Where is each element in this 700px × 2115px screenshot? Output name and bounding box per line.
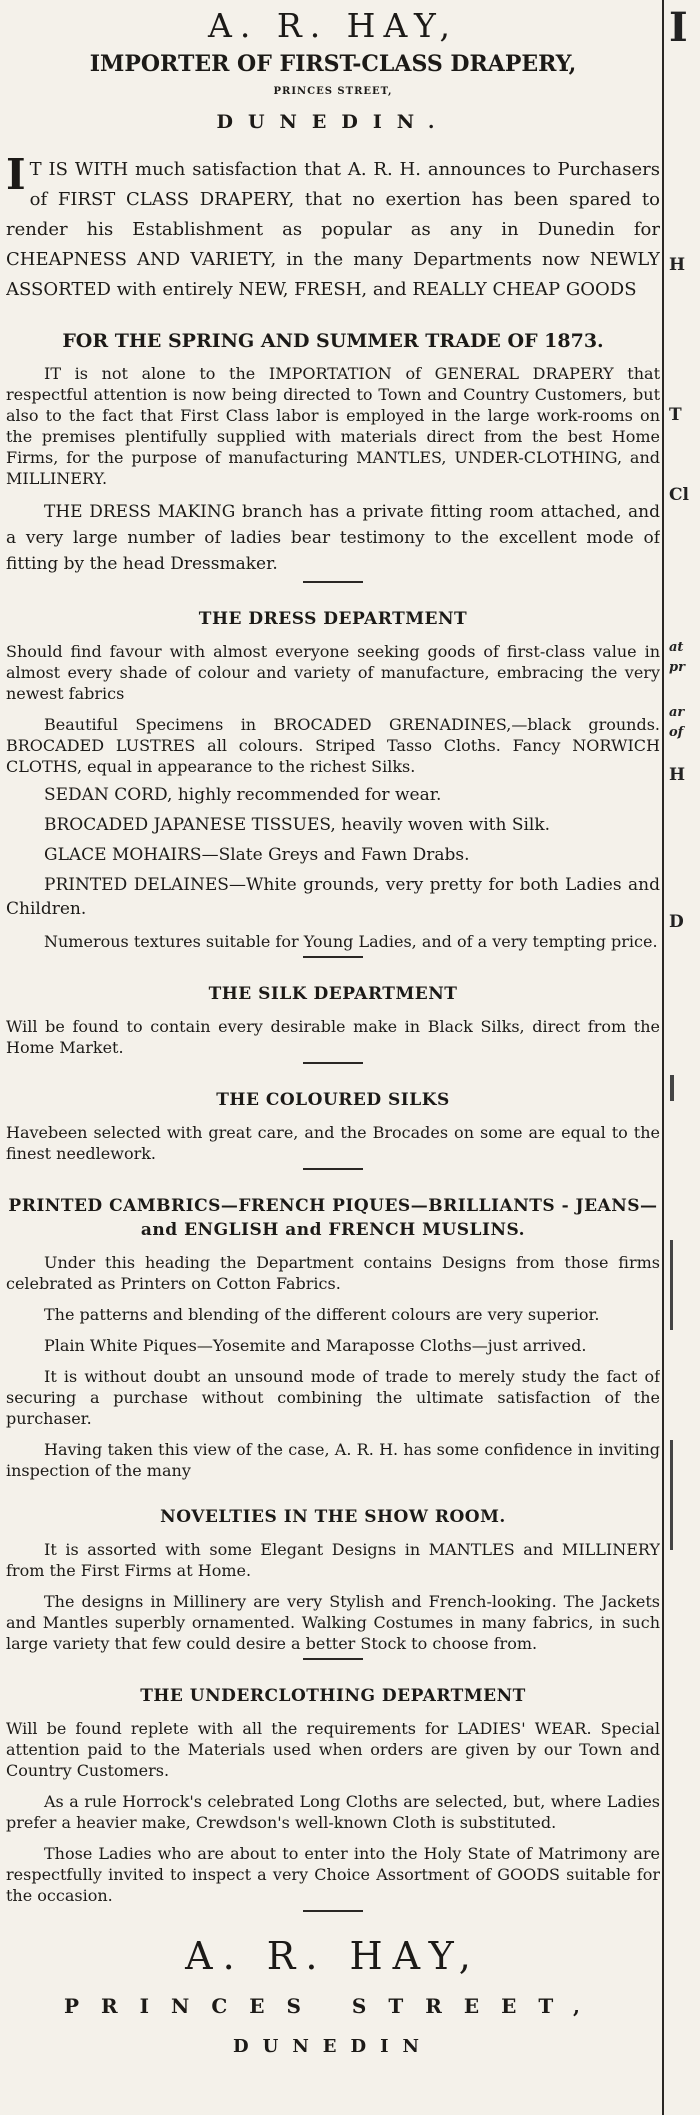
header-city: DUNEDIN. [216,111,450,133]
margin-ink-bar [670,1240,673,1330]
printed-paragraph-4: It is without doubt an unsound mode of trade to merely study the fact of securing a purchase without combining the ultimate satisfaction of the purchaser. [6,1367,660,1428]
margin-fragment: Cl [669,485,689,505]
printed-paragraph-2: The patterns and blending of the different colours are very superior. [44,1305,600,1324]
margin-fragment: of [669,725,684,740]
advertisement-column [6,0,660,2115]
dress-item: GLACE MOHAIRS—Slate Greys and Fawn Drabs. [44,845,470,865]
section-divider [303,1168,363,1170]
dress-item: SEDAN CORD, highly recommended for wear. [44,785,442,805]
drop-cap: I [6,150,26,199]
margin-fragment: pr [669,660,685,675]
header-name: A. R. HAY, [208,6,458,45]
novelties-paragraph-1: It is assorted with some Elegant Designs in MANTLES and MILLINERY from the First Firms at Home. [6,1540,660,1580]
margin-fragment: D [669,912,684,932]
novelties-paragraph-2: The designs in Millinery are very Stylish and French-looking. The Jackets and Mantles superbly ornamented. Walking Costumes in many fabrics, in such large variety that few could desire a better Stock to choose from. [6,1592,660,1653]
spring-paragraph-2: THE DRESS MAKING branch has a private fitting room attached, and a very large number of ladies bear testimony to the excellent mode of fitting by the head Dressmaker. [6,502,660,574]
margin-fragment: ar [669,705,685,720]
novelties-heading: NOVELTIES IN THE SHOW ROOM. [160,1507,506,1527]
dress-item: PRINTED DELAINES—White grounds, very pretty for both Ladies and Children. [6,875,660,919]
section-divider [303,581,363,583]
margin-fragment: T [669,405,682,425]
dress-paragraph-3: Numerous textures suitable for Young Ladies, and of a very tempting price. [44,932,658,951]
margin-ink-bar [670,1440,673,1550]
section-divider [303,1062,363,1064]
printed-paragraph-3: Plain White Piques—Yosemite and Maraposse Cloths—just arrived. [44,1336,587,1355]
printed-paragraph-5: Having taken this view of the case, A. R. H. has some confidence in inviting inspection of the many [6,1440,660,1480]
underclothing-paragraph-1: Will be found replete with all the requirements for LADIES' WEAR. Special attention paid to the Materials used when orders are given by our Town and Country Customers. [6,1719,660,1780]
dress-paragraph-2: Beautiful Specimens in BROCADED GRENADINES,—black grounds. BROCADED LUSTRES all colours. Striped Tasso Cloths. Fancy NORWICH CLOTHS, equal in appearance to the richest Silks. [6,715,660,776]
spring-heading: FOR THE SPRING AND SUMMER TRADE OF 1873. [62,330,604,352]
underclothing-paragraph-3: Those Ladies who are about to enter into the Holy State of Matrimony are respectfully invited to inspect a very Choice Assortment of GOODS suitable for the occasion. [6,1844,660,1905]
intro-paragraph [6,150,660,305]
spring-paragraph-1: IT is not alone to the IMPORTATION of GENERAL DRAPERY that respectful attention is now being directed to Town and Country Customers, but also to the fact that First Class labor is employed in the large work-rooms on the premises plentifully supplied with materials direct from the best Home Firms, for the purpose of manufacturing MANTLES, UNDER-CLOTHING, and MILLINERY. [6,364,660,488]
margin-fragment: H [669,765,686,785]
dress-heading: THE DRESS DEPARTMENT [198,609,468,629]
column-rule [662,0,664,2115]
margin-fragment: H [669,255,686,275]
section-divider [303,956,363,958]
underclothing-paragraph-2: As a rule Horrock's celebrated Long Cloths are selected, but, where Ladies prefer a heavier make, Crewdson's well-known Cloth is substituted. [6,1792,660,1832]
margin-fragment: at [669,640,684,655]
silk-paragraph: Will be found to contain every desirable make in Black Silks, direct from the Home Market. [6,1017,660,1057]
header-subtitle: IMPORTER OF FIRST-CLASS DRAPERY, [89,51,577,77]
coloured-paragraph: Havebeen selected with great care, and the Brocades on some are equal to the finest needlework. [6,1123,660,1163]
margin-fragment: I [669,4,688,51]
margin-ink-bar [670,1075,674,1101]
header-street: PRINCES STREET, [273,86,393,97]
intro-text: T IS WITH much satisfaction that A. R. H. announces to Purchasers of FIRST CLASS DRAPERY, that no exertion has been spared to render his Establishment as popular as any in Dunedin for CHEAPNESS AND VARIETY, in the many Departments now NEWLY ASSORTED with entirely NEW, FRESH, and REALLY CHEAP GOODS [6,159,660,300]
dress-item: BROCADED JAPANESE TISSUES, heavily woven with Silk. [44,815,551,835]
silk-heading: THE SILK DEPARTMENT [208,984,458,1004]
printed-paragraph-1: Under this heading the Department contains Designs from those firms celebrated as Printers on Cotton Fabrics. [6,1253,660,1293]
printed-heading: PRINTED CAMBRICS—FRENCH PIQUES—BRILLIANTS - JEANS—and ENGLISH and FRENCH MUSLINS. [8,1196,658,1240]
section-divider [303,1910,363,1912]
coloured-heading: THE COLOURED SILKS [216,1090,450,1110]
underclothing-heading: THE UNDERCLOTHING DEPARTMENT [140,1686,526,1706]
footer-name: A. R. HAY, [185,1934,481,1978]
footer-street: PRINCES STREET, [64,1994,602,2018]
footer-city: DUNEDIN [233,2036,433,2057]
dress-paragraph-1: Should find favour with almost everyone seeking goods of first-class value in almost every shade of colour and variety of manufacture, embracing the very newest fabrics [6,642,660,703]
section-divider [303,1658,363,1660]
adjacent-column-fragment [667,0,700,2115]
